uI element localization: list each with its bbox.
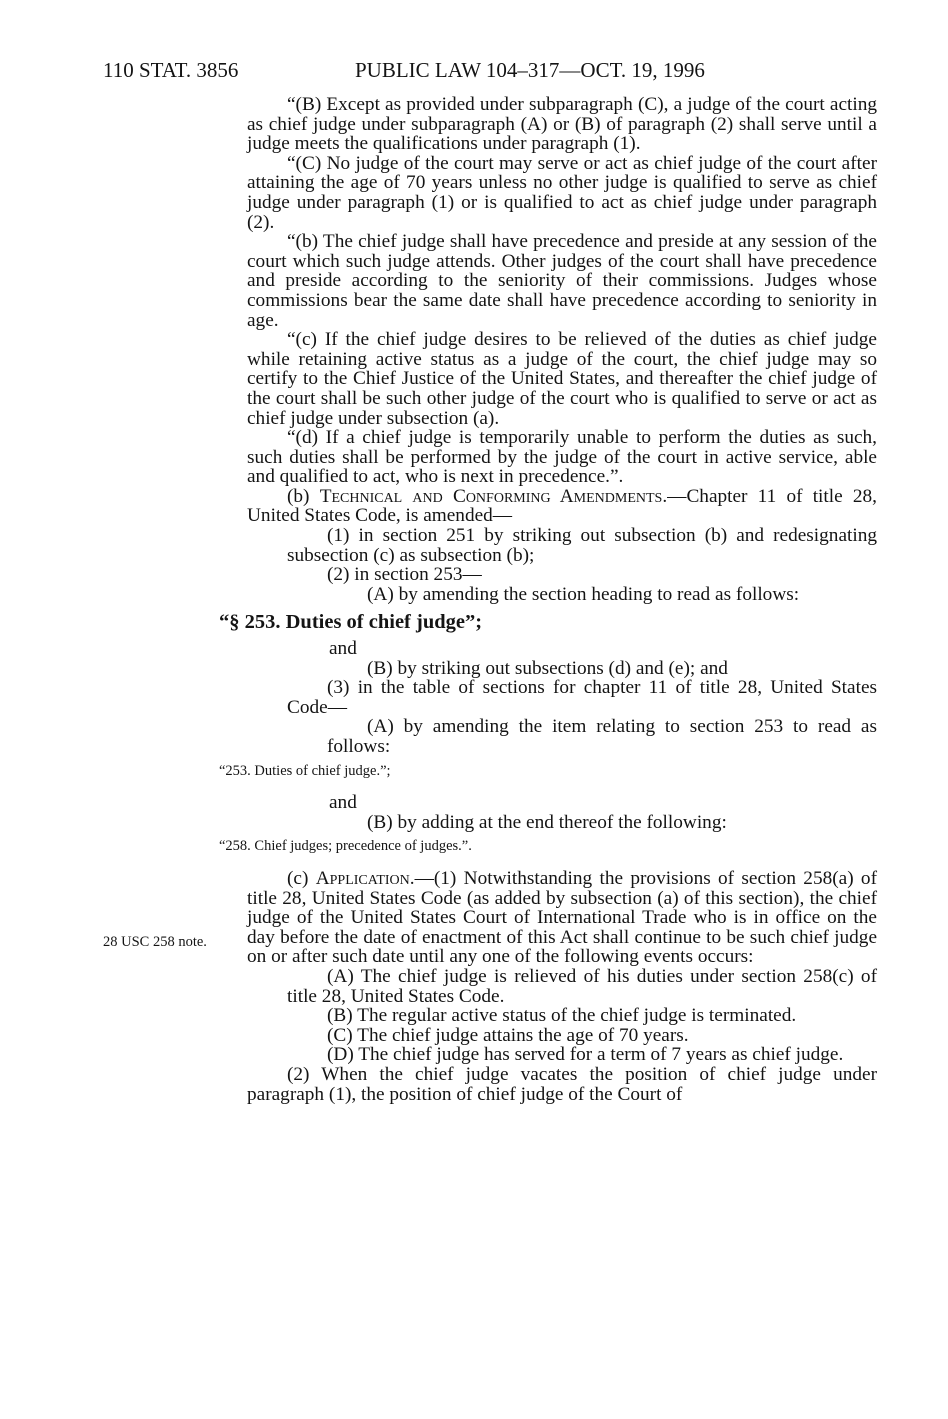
paragraph-relieved: “(c) If the chief judge desires to be relieved of the duties as chief judge while retaining active status as a judge of the court, the chief judge may so certify to the Chief Justice of the United States, and thereafter the chief judge of the court shall be such other judge of the court who is qualified to serve or act as chief judge under subsection (a). [247, 329, 877, 429]
paragraph-vacates: (2) When the chief judge vacates the position of chief judge under paragraph (1), the position of chief judge of the Court of [247, 1063, 877, 1105]
subsection-text: .—(1) Notwithstanding the provisions of section 258(a) of title 28, United States Code (as added by subsection (a) of this section), the chief judge of the United States Court of International Trade who is in office on the day before the date of enactment of this Act shall continue to be such chief judge on or after such date until any one of the following events occurs: [247, 867, 877, 968]
event-term-7-years: (D) The chief judge has served for a term of 7 years as chief judge. [327, 1044, 844, 1066]
subsection-caption: Application [315, 867, 410, 889]
table-entry-253: “253. Duties of chief judge.”; [219, 762, 391, 779]
item-amend-253: (A) by amending the item relating to section 253 to read as follows: [327, 716, 877, 757]
item-strike-subsections: (B) by striking out subsections (d) and (e); and [367, 657, 728, 679]
paragraph-c-age-limit: “(C) No judge of the court may serve or act as chief judge of the court after attaining the age of 70 years unless no other judge is qualified to serve as chief judge under paragraph (1) or is qualified to act as chief judge under paragraph (2). [247, 152, 877, 233]
section-heading-253: “§ 253. Duties of chief judge”; [219, 611, 483, 634]
event-relieved: (A) The chief judge is relieved of his duties under section 258(c) of title 28, United States Code. [287, 965, 877, 1007]
paragraph-application [247, 869, 877, 967]
table-entry-258: “258. Chief judges; precedence of judges.”. [219, 838, 472, 855]
item-table-of-sections: (3) in the table of sections for chapter 11 of title 28, United States Code— [287, 677, 877, 718]
margin-note: 28 USC 258 note. [103, 934, 207, 950]
event-age-70: (C) The chief judge attains the age of 70 years. [327, 1024, 689, 1046]
paragraph-temporarily-unable: “(d) If a chief judge is temporarily unable to perform the duties as such, such duties shall be performed by the judge of the court in active service, able and qualified to act, who is next in precedence.”. [247, 427, 877, 488]
item-section-251: (1) in section 251 by striking out subsection (b) and redesignating subsection (c) as subsection (b); [287, 525, 877, 566]
paragraph-technical-amendments [247, 487, 877, 526]
paragraph-b-except: “(B) Except as provided under subparagraph (C), a judge of the court acting as chief judge under subparagraph (A) or (B) of paragraph (2) shall serve until a judge meets the qualifications under paragraph (1). [247, 94, 877, 155]
item-section-253: (2) in section 253— [327, 564, 482, 586]
item-amend-heading: (A) by amending the section heading to read as follows: [367, 583, 800, 605]
subsection-label: (b) [287, 485, 310, 507]
page-stat-number: 110 STAT. 3856 [103, 58, 239, 82]
event-terminated: (B) The regular active status of the chief judge is terminated. [327, 1005, 797, 1027]
item-add-at-end: (B) by adding at the end thereof the following: [367, 811, 727, 833]
subsection-label: (c) [287, 867, 309, 889]
subsection-caption: Technical and Conforming Amendments [319, 485, 663, 507]
and-connector: and [329, 792, 357, 814]
subsection-text: .—Chapter 11 of title 28, United States Code, is amended— [247, 485, 877, 527]
and-connector: and [329, 638, 357, 660]
paragraph-precedence: “(b) The chief judge shall have precedence and preside at any session of the court which such judge attends. Other judges of the court shall have precedence and preside according to the seniority of their commissions. Judges whose commissions bear the same date shall have precedence according to seniority in age. [247, 231, 877, 331]
document-body [219, 94, 877, 1105]
page-running-head: PUBLIC LAW 104–317—OCT. 19, 1996 [355, 58, 705, 82]
